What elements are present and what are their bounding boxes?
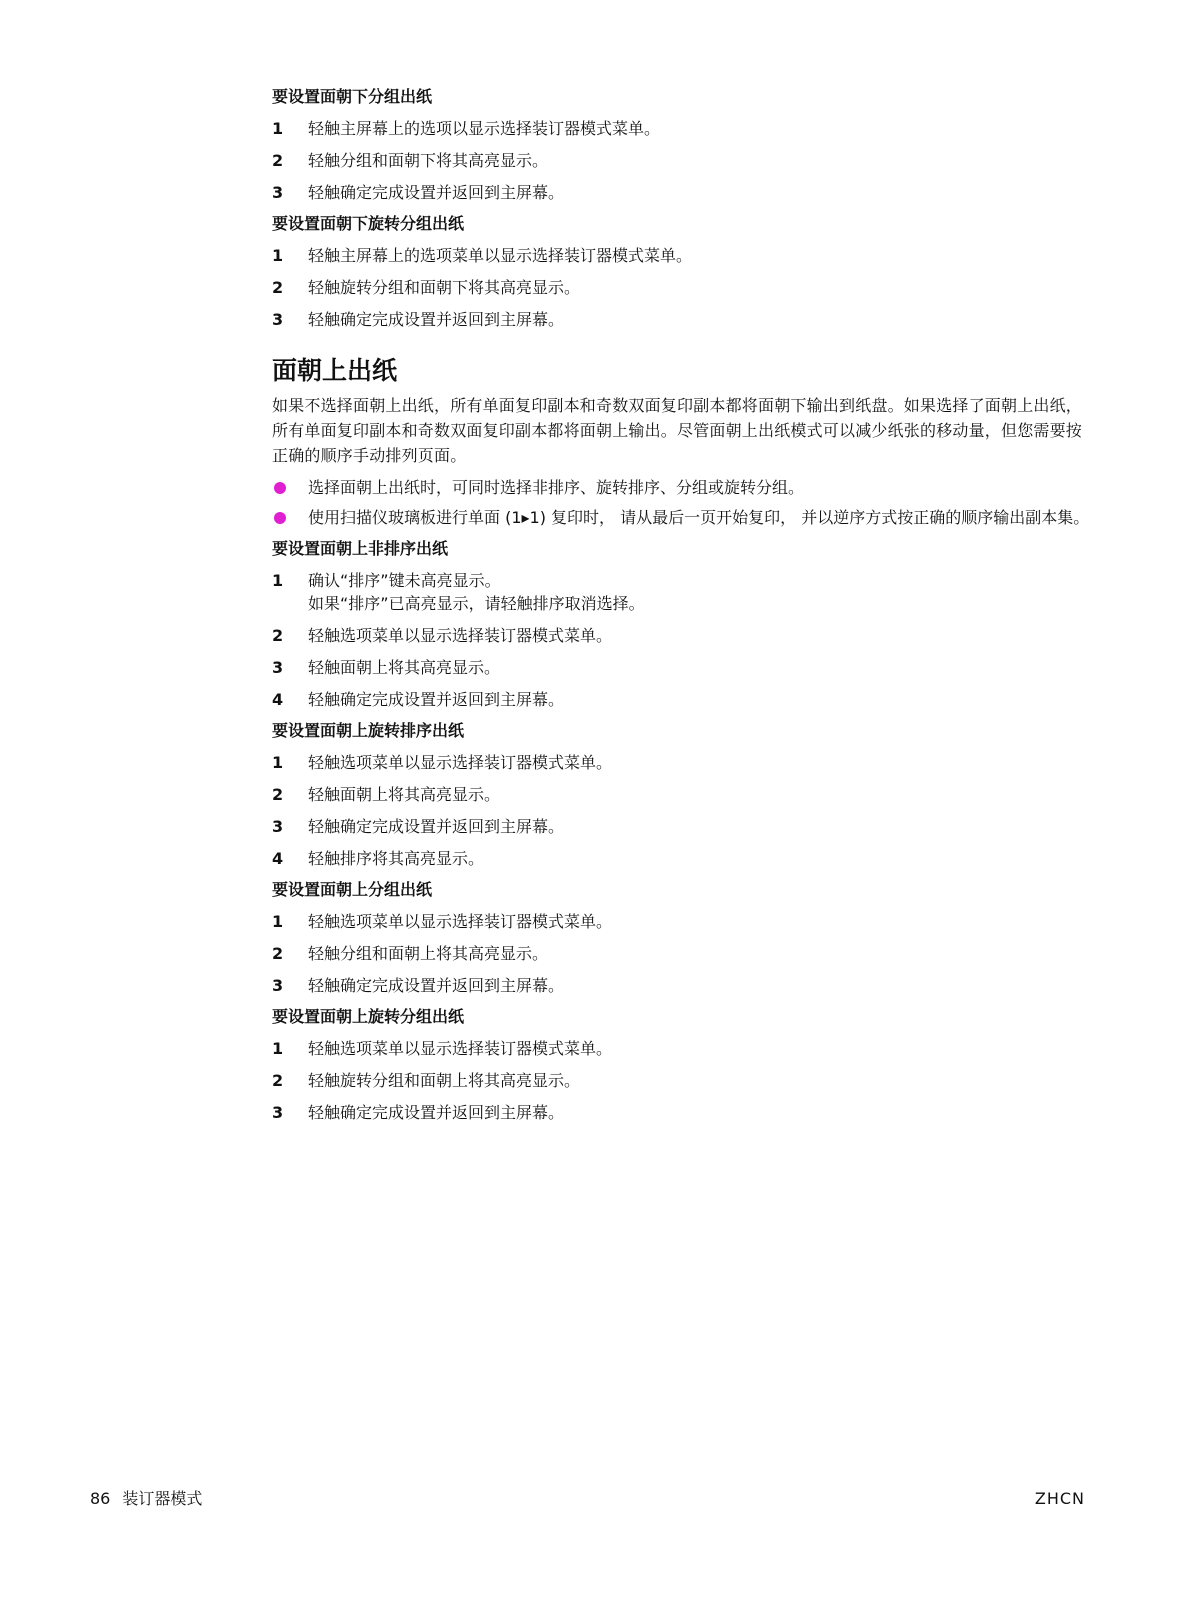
step-number: 1	[272, 1039, 284, 1058]
procedure-section	[272, 1006, 1092, 1124]
footer-locale: ZHCN	[1034, 1489, 1085, 1508]
note-bullets	[272, 476, 1092, 530]
step-text: 轻触确定完成设置并返回到主屏幕。	[308, 690, 565, 709]
step-list	[272, 117, 1092, 204]
step-number: 1	[272, 119, 284, 138]
step-text: 轻触选项菜单以显示选择装订器模式菜单。	[308, 1039, 613, 1058]
step-item	[272, 1069, 1092, 1092]
intro-paragraph: 如果不选择面朝上出纸，所有单面复印副本和奇数双面复印副本都将面朝下输出到纸盘。如果选择了面朝上出纸，所有单面复印副本和奇数双面复印副本都将面朝上输出。尽管面朝上出纸模式可以减少纸张的移动量，但您需要按正确的顺序手动排列页面。	[272, 396, 1083, 465]
step-item	[272, 149, 1092, 172]
step-item	[272, 910, 1092, 933]
step-item	[272, 656, 1092, 679]
step-number: 3	[272, 658, 284, 677]
bullet-dot-icon	[274, 482, 286, 494]
procedure-heading: 要设置面朝上旋转排序出纸	[272, 721, 465, 740]
step-item	[272, 569, 1092, 615]
step-number: 2	[272, 151, 284, 170]
step-number: 3	[272, 976, 284, 995]
procedure-section	[272, 86, 1092, 204]
step-number: 2	[272, 1071, 284, 1090]
step-item	[272, 942, 1092, 965]
bullet-text: 使用扫描仪玻璃板进行单面 (1▸1) 复印时， 请从最后一页开始复印， 并以逆序方式按正确的顺序输出副本集。	[308, 508, 1090, 527]
step-number: 1	[272, 912, 284, 931]
step-text: 轻触面朝上将其高亮显示。	[308, 785, 501, 804]
face-down-sections	[272, 86, 1092, 331]
step-list	[272, 569, 1092, 711]
procedure-heading: 要设置面朝上非排序出纸	[272, 539, 449, 558]
footer-left	[90, 1488, 214, 1510]
step-text: 轻触分组和面朝上将其高亮显示。	[308, 944, 549, 963]
procedure-section	[272, 213, 1092, 331]
step-list	[272, 751, 1092, 870]
step-number: 3	[272, 310, 284, 329]
step-text: 轻触主屏幕上的选项以显示选择装订器模式菜单。	[308, 119, 661, 138]
bullet-item	[272, 476, 1092, 500]
step-number: 4	[272, 690, 284, 709]
page-number: 86	[90, 1489, 111, 1508]
step-text: 轻触选项菜单以显示选择装订器模式菜单。	[308, 912, 613, 931]
step-number: 2	[272, 944, 284, 963]
step-number: 3	[272, 817, 284, 836]
step-item	[272, 117, 1092, 140]
step-item	[272, 308, 1092, 331]
step-text: 轻触确定完成设置并返回到主屏幕。	[308, 310, 565, 329]
step-number: 1	[272, 246, 284, 265]
step-number: 1	[272, 571, 284, 590]
step-text: 轻触确定完成设置并返回到主屏幕。	[308, 183, 565, 202]
procedure-heading: 要设置面朝下分组出纸	[272, 87, 433, 106]
step-text: 轻触确定完成设置并返回到主屏幕。	[308, 817, 565, 836]
step-item	[272, 1101, 1092, 1124]
step-list	[272, 244, 1092, 331]
step-list	[272, 1037, 1092, 1124]
step-text: 轻触面朝上将其高亮显示。	[308, 658, 501, 677]
procedure-heading: 要设置面朝上旋转分组出纸	[272, 1007, 465, 1026]
bullet-item	[272, 506, 1092, 530]
step-number: 3	[272, 1103, 284, 1122]
step-text: 轻触排序将其高亮显示。	[308, 849, 485, 868]
procedure-section	[272, 538, 1092, 711]
step-number: 2	[272, 785, 284, 804]
bullet-text: 选择面朝上出纸时，可同时选择非排序、旋转排序、分组或旋转分组。	[308, 478, 805, 497]
step-item	[272, 624, 1092, 647]
step-item	[272, 244, 1092, 267]
bullet-dot-icon	[274, 512, 286, 524]
step-text: 轻触选项菜单以显示选择装订器模式菜单。	[308, 753, 613, 772]
step-text: 轻触旋转分组和面朝下将其高亮显示。	[308, 278, 581, 297]
step-number: 3	[272, 183, 284, 202]
page-content	[272, 86, 1092, 1133]
face-up-sections	[272, 538, 1092, 1124]
step-text: 轻触选项菜单以显示选择装订器模式菜单。	[308, 626, 613, 645]
step-number: 2	[272, 278, 284, 297]
procedure-heading: 要设置面朝上分组出纸	[272, 880, 433, 899]
step-list	[272, 910, 1092, 997]
step-number: 2	[272, 626, 284, 645]
procedure-section	[272, 879, 1092, 997]
step-text: 轻触主屏幕上的选项菜单以显示选择装订器模式菜单。	[308, 246, 693, 265]
step-text: 轻触分组和面朝下将其高亮显示。	[308, 151, 549, 170]
step-note: 如果“排序”已高亮显示，请轻触排序取消选择。	[308, 594, 645, 613]
step-item	[272, 974, 1092, 997]
step-item	[272, 783, 1092, 806]
step-item	[272, 1037, 1092, 1060]
step-text: 轻触确定完成设置并返回到主屏幕。	[308, 1103, 565, 1122]
step-item	[272, 181, 1092, 204]
step-item	[272, 751, 1092, 774]
step-number: 1	[272, 753, 284, 772]
step-text: 轻触旋转分组和面朝上将其高亮显示。	[308, 1071, 581, 1090]
step-item	[272, 847, 1092, 870]
step-text: 轻触确定完成设置并返回到主屏幕。	[308, 976, 565, 995]
section-heading: 面朝上出纸	[272, 356, 398, 385]
procedure-section	[272, 720, 1092, 870]
step-number: 4	[272, 849, 284, 868]
step-item	[272, 815, 1092, 838]
step-item	[272, 276, 1092, 299]
step-item	[272, 688, 1092, 711]
step-text: 确认“排序”键未高亮显示。	[308, 571, 501, 590]
procedure-heading: 要设置面朝下旋转分组出纸	[272, 214, 465, 233]
chapter-title: 装订器模式	[122, 1489, 203, 1508]
